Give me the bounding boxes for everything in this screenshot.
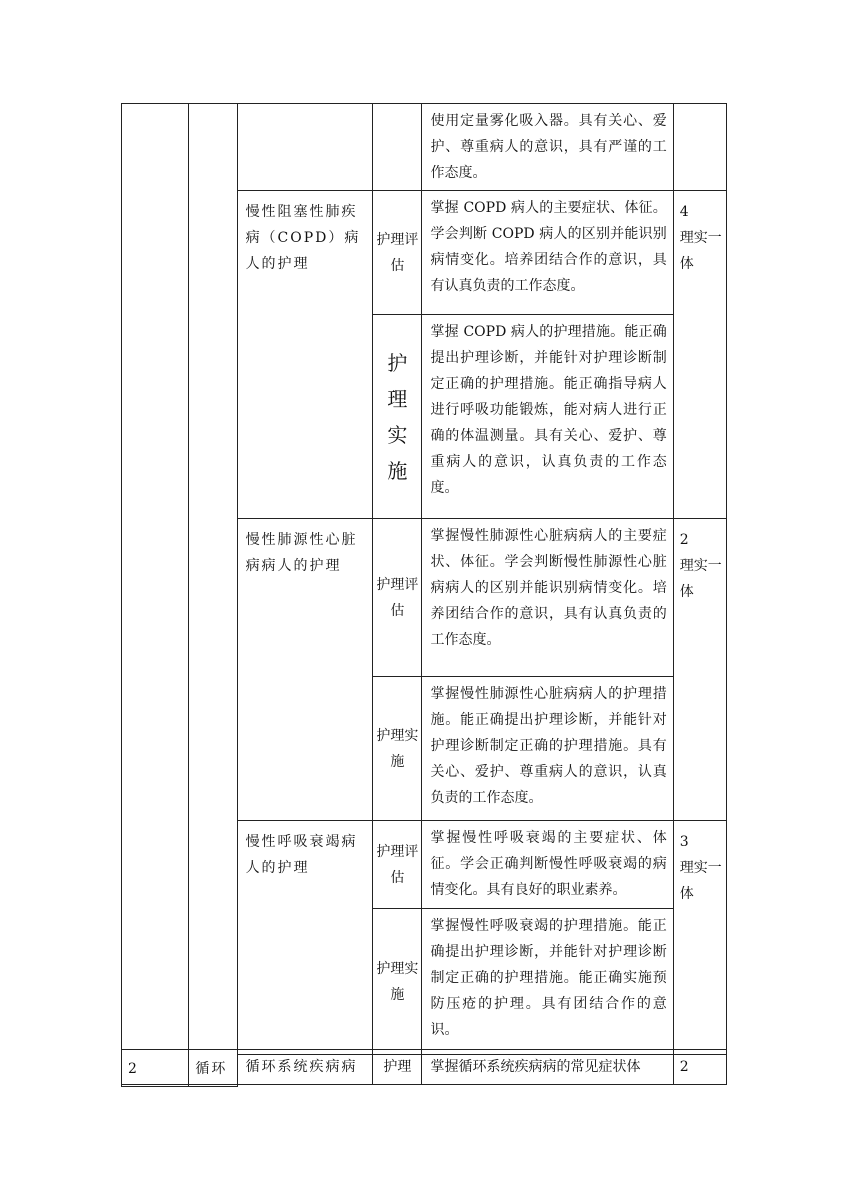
hours-cell: 2 <box>673 1050 726 1085</box>
row-number-cell: 2 <box>122 1050 189 1085</box>
curriculum-table <box>121 103 727 1087</box>
requirement-cell: 掌握慢性肺源性心脏病病人的主要症状、体征。学会判断慢性肺源性心脏病病人的区别并能识别病情变化。培养团结合作的意识，具有认真负责的工作态度。 <box>422 519 673 677</box>
teaching-mode: 理实一体 <box>679 558 722 600</box>
task-char: 施 <box>387 458 408 483</box>
task-cell: 护理评估 <box>373 821 422 909</box>
task-char: 护 <box>387 350 408 375</box>
unit-cell: 循环 <box>189 1050 237 1085</box>
table-row <box>122 104 727 191</box>
topic-cell: 慢性呼吸衰竭病人的护理 <box>237 821 373 1055</box>
hours-value: 3 <box>679 834 689 850</box>
teaching-mode: 理实一体 <box>679 230 722 272</box>
row-number-cell <box>122 104 189 1087</box>
requirement-cell: 掌握慢性肺源性心脏病病人的护理措施。能正确提出护理诊断，并能针对护理诊断制定正确的护理措施。具有关心、爱护、尊重病人的意识，认真负责的工作态度。 <box>422 677 673 821</box>
table-row <box>122 1050 727 1085</box>
task-cell: 护理实施 <box>373 677 422 821</box>
requirement-cell: 使用定量雾化吸入器。具有关心、爱护、尊重病人的意识，具有严谨的工作态度。 <box>422 104 673 191</box>
hours-cell <box>673 191 726 519</box>
requirement-cell: 掌握慢性呼吸衰竭的护理措施。能正确提出护理诊断，并能针对护理诊断制定正确的护理措施。能正确实施预防压疮的护理。具有团结合作的意识。 <box>422 909 673 1055</box>
unit-cell <box>189 104 237 1087</box>
hours-cell <box>673 821 726 1055</box>
hours-value: 2 <box>679 532 689 548</box>
topic-cell: 循环系统疾病病 <box>237 1050 373 1085</box>
task-char: 理 <box>387 386 408 411</box>
hours-cell <box>673 104 726 191</box>
topic-cell: 慢性肺源性心脏病病人的护理 <box>237 519 373 821</box>
task-cell: 护理实施 <box>373 909 422 1055</box>
hours-value: 4 <box>679 204 689 220</box>
hours-cell <box>673 519 726 821</box>
task-cell: 护理评估 <box>373 519 422 677</box>
task-cell: 护理 <box>373 1050 422 1085</box>
task-char: 实 <box>387 422 408 447</box>
requirement-cell: 掌握 COPD 病人的护理措施。能正确提出护理诊断，并能针对护理诊断制定正确的护理措施。能正确指导病人进行呼吸功能锻炼，能对病人进行正确的体温测量。具有关心、爱护、尊重病人的意识，认真负责的工作态度。 <box>422 315 673 519</box>
topic-cell: 慢性阻塞性肺疾病（COPD）病人的护理 <box>237 191 373 519</box>
curriculum-table-continued <box>121 1049 727 1085</box>
task-cell <box>373 315 422 519</box>
task-cell: 护理评估 <box>373 191 422 315</box>
teaching-mode: 理实一体 <box>679 860 722 902</box>
requirement-cell: 掌握 COPD 病人的主要症状、体征。学会判断 COPD 病人的区别并能识别病情变化。培养团结合作的意识，具有认真负责的工作态度。 <box>422 191 673 315</box>
requirement-cell: 掌握慢性呼吸衰竭的主要症状、体征。学会正确判断慢性呼吸衰竭的病情变化。具有良好的职业素养。 <box>422 821 673 909</box>
requirement-cell: 掌握循环系统疾病病的常见症状体 <box>422 1050 673 1085</box>
task-cell <box>373 104 422 191</box>
topic-cell <box>237 104 373 191</box>
